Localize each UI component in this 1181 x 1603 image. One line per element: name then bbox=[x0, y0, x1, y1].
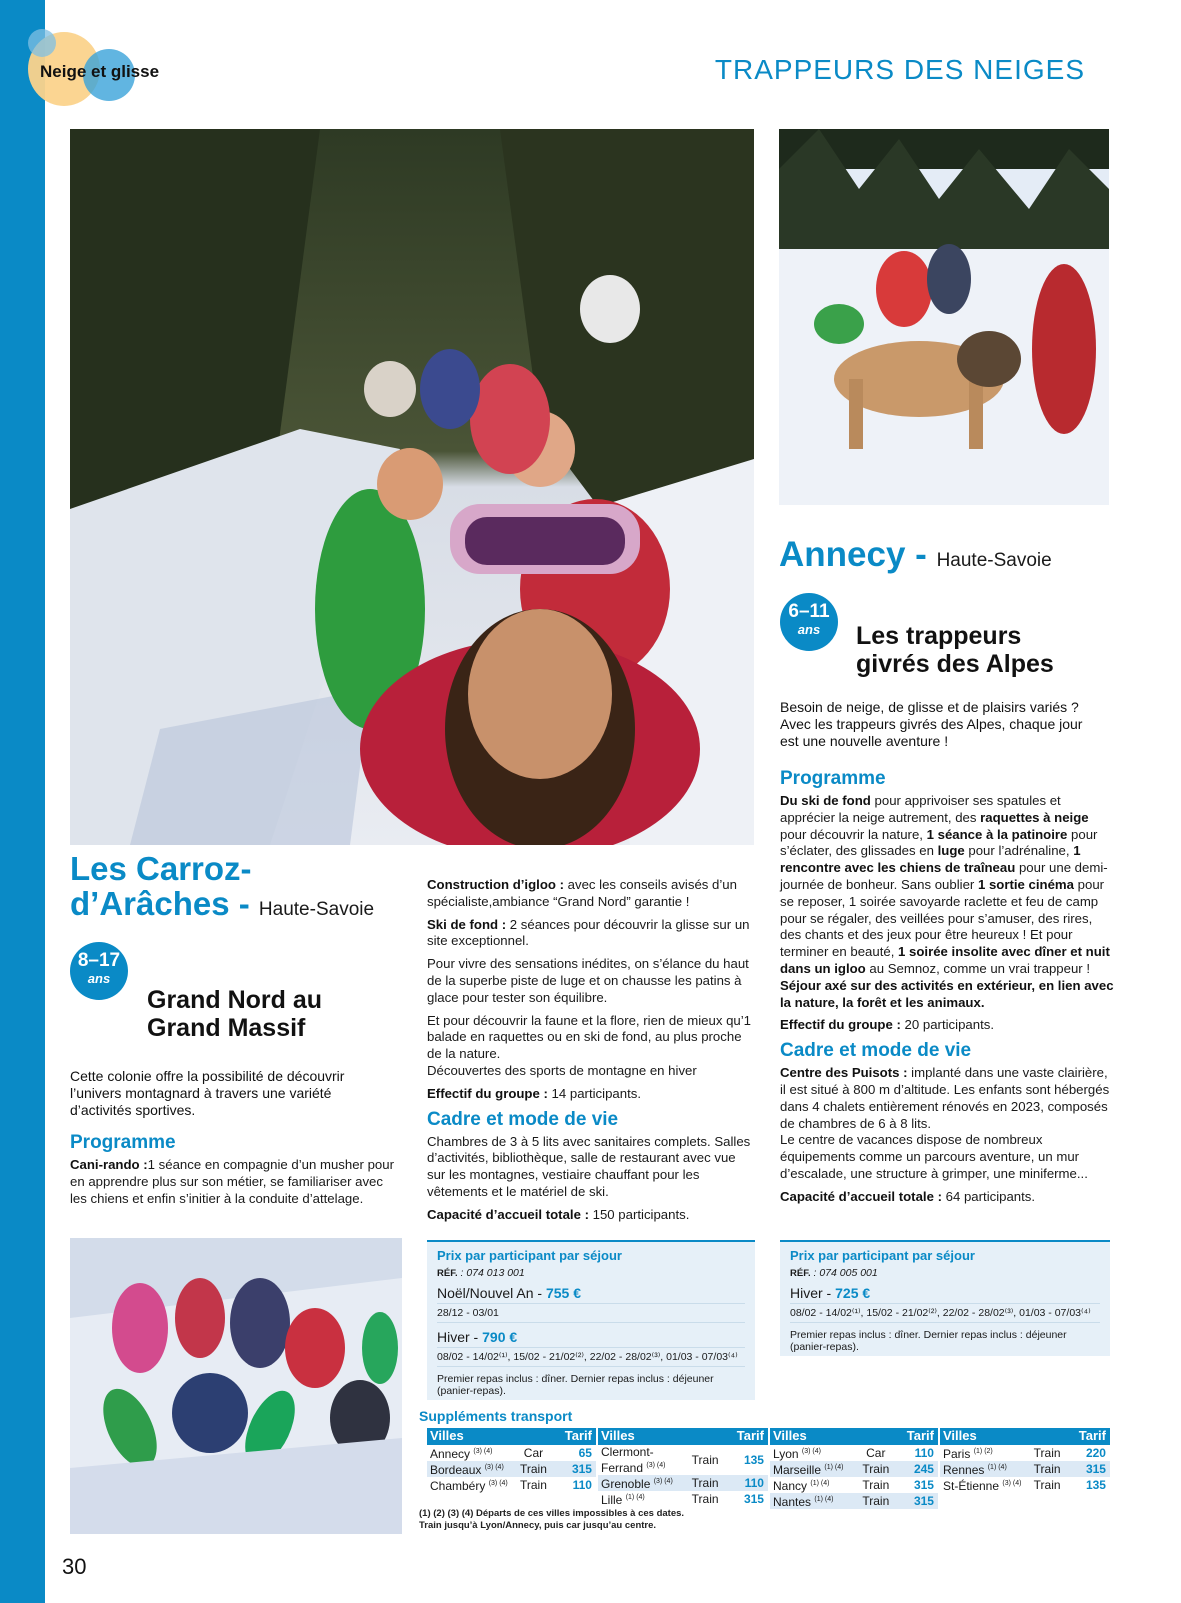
group-size: Effectif du groupe : 14 participants. bbox=[427, 1085, 641, 1101]
cadre-text: Centre des Puisots : implanté dans une vaste clairière, il est situé à 800 m d’altitude. Les enfants sont hébergés dans 4 chalets entièrement rénovés en 2023, composés de chambres de 6 à 8 lits. bbox=[780, 1065, 1110, 1131]
programme-emphasis: Séjour axé sur des activités en extérieur, en lien avec la nature, la forêt et les animaux. bbox=[780, 977, 1114, 1010]
footnote: Train jusqu’à Lyon/Annecy, puis car jusqu’au centre. bbox=[419, 1520, 657, 1531]
photo-children-snow-forest bbox=[70, 129, 754, 845]
decorative-bubble bbox=[28, 29, 56, 57]
section-label: Neige et glisse bbox=[40, 62, 160, 81]
transport-tarif: 220 bbox=[1085, 1446, 1106, 1460]
transport-footnotes bbox=[419, 1508, 684, 1532]
period-dates: 08/02 - 14/02⁽¹⁾, 15/02 - 21/02⁽²⁾, 22/02 - 28/02⁽³⁾, 01/03 - 07/03⁽⁴⁾ bbox=[437, 1348, 745, 1367]
city-name: Marseille $^{(1) (4)}$ bbox=[773, 1463, 844, 1477]
transport-row bbox=[770, 1493, 938, 1509]
city-footnote-refs: (3) (4) bbox=[484, 1464, 504, 1471]
transport-tarif: 135 bbox=[1085, 1478, 1106, 1492]
transport-mode: Train bbox=[1033, 1478, 1061, 1492]
city-footnote-refs: (3) (4) bbox=[646, 1461, 666, 1469]
destination-name: Les Carroz- bbox=[70, 850, 252, 887]
programme-heading: Programme bbox=[780, 768, 886, 789]
transport-mode: Train bbox=[691, 1476, 719, 1490]
period-dates: 28/12 - 03/01 bbox=[437, 1304, 745, 1323]
region: Haute-Savoie bbox=[258, 899, 375, 920]
city-footnote-refs: (3) (4) bbox=[653, 1478, 673, 1485]
transport-table-header bbox=[940, 1428, 1110, 1445]
price-box-title: Prix par participant par séjour bbox=[437, 1248, 622, 1263]
transport-tarif: 315 bbox=[913, 1494, 934, 1508]
price-period: Hiver - 725 € bbox=[790, 1285, 1100, 1304]
price-box bbox=[780, 1240, 1110, 1356]
stay-title-line: givrés des Alpes bbox=[856, 650, 1054, 678]
column-header-tarif: Tarif bbox=[564, 1428, 592, 1443]
capacity: Capacité d’accueil totale : 150 participants. bbox=[427, 1206, 690, 1222]
column-header-villes: Villes bbox=[943, 1428, 977, 1443]
column-header-tarif: Tarif bbox=[906, 1428, 934, 1443]
city-name: Rennes $^{(1) (4)}$ bbox=[943, 1463, 1007, 1477]
programme-heading: Programme bbox=[70, 1132, 176, 1153]
city-footnote-refs: (3) (4) bbox=[801, 1448, 821, 1455]
transport-tarif: 110 bbox=[914, 1446, 934, 1460]
transport-mode: Train bbox=[520, 1478, 547, 1492]
programme-paragraph: Et pour découvrir la faune et la flore, rien de mieux qu’1 balade en raquettes ou en ski de fond, au plus proche de la nature. bbox=[427, 1012, 752, 1062]
cadre-heading: Cadre et mode de vie bbox=[780, 1040, 972, 1062]
transport-table-header bbox=[427, 1428, 596, 1445]
price-period: Hiver - 790 € bbox=[437, 1329, 745, 1348]
destination-name-line2: d’Arâches bbox=[70, 885, 230, 922]
transport-mode: Train bbox=[691, 1453, 719, 1467]
city-footnote-refs: (1) (4) bbox=[810, 1480, 830, 1487]
transport-row bbox=[770, 1477, 938, 1493]
transport-tarif: 315 bbox=[1085, 1462, 1106, 1476]
programme-item: Construction d’igloo : avec les conseils avisés d’un spécialiste,ambiance “Grand Nord” garantie ! bbox=[427, 877, 737, 909]
age-range: 6–11 bbox=[788, 601, 830, 622]
meal-note: Premier repas inclus : dîner. Dernier repas inclus : déjeuner (panier-repas). bbox=[437, 1373, 714, 1397]
column-header-villes: Villes bbox=[430, 1428, 464, 1443]
photo-sled-dog bbox=[779, 129, 1109, 505]
transport-mode: Train bbox=[1033, 1462, 1061, 1476]
city-name: Paris $^{(1) (2)}$ bbox=[943, 1447, 993, 1461]
photo-children-snowshoes bbox=[70, 1238, 402, 1534]
transport-row bbox=[427, 1445, 596, 1461]
footnote: (1) (2) (3) (4) Départs de ces villes impossibles à ces dates. bbox=[419, 1508, 685, 1519]
transport-mode: Car bbox=[866, 1446, 886, 1460]
destination-dash: - bbox=[915, 535, 927, 574]
city-footnote-refs: (3) (4) bbox=[488, 1480, 508, 1487]
stay-title bbox=[856, 622, 1054, 678]
column-header-villes: Villes bbox=[773, 1428, 807, 1443]
city-name: St-Étienne $^{(3) (4)}$ bbox=[943, 1479, 1022, 1493]
transport-table-header bbox=[770, 1428, 938, 1445]
price-box-title: Prix par participant par séjour bbox=[790, 1248, 975, 1263]
city-name: Lille $^{(1) (4)}$ bbox=[601, 1493, 645, 1507]
city-name: Annecy $^{(3) (4)}$ bbox=[430, 1447, 493, 1461]
city-name: Lyon $^{(3) (4)}$ bbox=[773, 1447, 821, 1461]
cadre-heading: Cadre et mode de vie bbox=[427, 1108, 619, 1130]
stay-intro: Cette colonie offre la possibilité de découvrir l’univers montagnard à travers une variété d’activités sportives. bbox=[70, 1068, 345, 1118]
right-programme-block bbox=[780, 762, 1115, 1212]
transport-row bbox=[940, 1477, 1110, 1493]
transport-table-header bbox=[598, 1428, 768, 1445]
city-name: Nancy $^{(1) (4)}$ bbox=[773, 1479, 830, 1493]
transport-mode: Train bbox=[862, 1478, 890, 1492]
transport-tarif: 65 bbox=[578, 1446, 592, 1460]
city-footnote-refs: (1) (4) bbox=[814, 1496, 834, 1503]
price-value: 725 € bbox=[835, 1285, 871, 1301]
transport-tarif: 135 bbox=[743, 1453, 764, 1467]
side-color-bar bbox=[0, 0, 45, 1603]
destination-dash: - bbox=[238, 885, 250, 922]
city-footnote-refs: (3) (4) bbox=[473, 1448, 493, 1455]
stay-title-line: Les trappeurs bbox=[856, 622, 1022, 650]
meal-note: Premier repas inclus : dîner. Dernier repas inclus : déjeuner (panier-repas). bbox=[790, 1329, 1067, 1353]
city-footnote-refs: (1) (4) bbox=[824, 1464, 844, 1471]
price-period: Noël/Nouvel An - 755 € bbox=[437, 1285, 745, 1304]
city-footnote-refs: (1) (2) bbox=[973, 1448, 993, 1455]
programme-item: Ski de fond : 2 séances pour découvrir la glisse sur un site exceptionnel. bbox=[427, 916, 750, 949]
transport-tarif: 315 bbox=[743, 1492, 764, 1506]
destination-heading bbox=[70, 852, 410, 920]
transport-table bbox=[427, 1428, 596, 1493]
city-name: Grenoble $^{(3) (4)}$ bbox=[601, 1477, 673, 1491]
capacity: Capacité d’accueil totale : 64 participants. bbox=[780, 1188, 1036, 1204]
reference: RÉF. : 074 005 001 bbox=[790, 1267, 878, 1279]
region: Haute-Savoie bbox=[936, 550, 1052, 571]
city-footnote-refs: (1) (4) bbox=[987, 1464, 1007, 1471]
transport-tarif: 110 bbox=[744, 1476, 764, 1490]
transport-tarif: 245 bbox=[913, 1462, 934, 1476]
price-box bbox=[427, 1240, 755, 1400]
transport-row bbox=[770, 1461, 938, 1477]
column-header-tarif: Tarif bbox=[736, 1428, 764, 1443]
stay-intro: Besoin de neige, de glisse et de plaisirs variés ? Avec les trappeurs givrés des Alpes, chaque jour est une nouvelle aventure ! bbox=[780, 699, 1083, 749]
transport-row bbox=[940, 1461, 1110, 1477]
column-header-tarif: Tarif bbox=[1078, 1428, 1106, 1443]
city-footnote-refs: (3) (4) bbox=[1002, 1480, 1022, 1487]
transport-row bbox=[598, 1445, 768, 1475]
age-unit: ans bbox=[797, 622, 821, 637]
stay-title bbox=[147, 986, 322, 1042]
city-name: Nantes $^{(1) (4)}$ bbox=[773, 1495, 834, 1509]
age-unit: ans bbox=[87, 971, 111, 986]
page-title: TRAPPEURS DES NEIGES bbox=[714, 54, 1085, 85]
transport-row bbox=[598, 1475, 768, 1491]
programme-item: Cani-rando :1 séance en compagnie d’un musher pour en apprendre plus sur son métier, se familiariser avec les chiens et enfin s’initier à la conduite d’attelage. bbox=[70, 1157, 394, 1206]
left-programme-continued bbox=[427, 877, 753, 1230]
age-badge bbox=[70, 942, 128, 1000]
transport-heading: Suppléments transport bbox=[419, 1408, 573, 1424]
cadre-text: Chambres de 3 à 5 lits avec sanitaires complets. Salles d’activités, bibliothèque, salle de restaurant avec vue sur les montagnes, vestiaire chauffant pour les vêtements et le matériel de ski. bbox=[427, 1133, 751, 1199]
transport-mode: Car bbox=[523, 1446, 544, 1460]
transport-row bbox=[427, 1477, 596, 1493]
transport-mode: Train bbox=[1033, 1446, 1061, 1460]
transport-table bbox=[940, 1428, 1110, 1493]
city-name: Clermont-Ferrand $^{(3) (4)}$ bbox=[601, 1444, 666, 1475]
city-name: Bordeaux $^{(3) (4)}$ bbox=[430, 1463, 504, 1477]
page-number: 30 bbox=[62, 1554, 87, 1579]
age-range: 8–17 bbox=[77, 950, 121, 971]
stay-title-line: Grand Massif bbox=[147, 1014, 306, 1042]
transport-tarif: 110 bbox=[572, 1478, 592, 1492]
cadre-text: Le centre de vacances dispose de nombreux équipements comme un parcours aventure, un mur d’escalade, une structure à grimper, une miniferme... bbox=[780, 1132, 1088, 1181]
destination-heading bbox=[779, 537, 1052, 572]
programme-paragraph: Pour vivre des sensations inédites, on s’élance du haut de la superbe piste de luge et on chausse les patins à glace pour tester son équilibre. bbox=[427, 956, 749, 1005]
transport-mode: Train bbox=[691, 1492, 719, 1506]
programme-text: Du ski de fond pour apprivoiser ses spatules et apprécier la neige autrement, des raquettes à neige pour découvrir la nature, 1 séance à la patinoire pour s’éclater, des glissades en luge pour l’adrénaline, 1 rencontre avec les chiens de traîneau pour une demi-journée de bonheur. Sans oublier 1 sortie cinéma pour se reposer, 1 soirée savoyarde raclette et feu de camp pour se régaler, des veillées pour s’amuser, des rires, des chants et des jeux pour être heureux ! Et pour terminer en beauté, 1 soirée insolite avec dîner et nuit dans un igloo au Semnoz, comme un vrai trappeur ! bbox=[780, 793, 1110, 976]
transport-table bbox=[770, 1428, 938, 1509]
price-value: 790 € bbox=[482, 1329, 518, 1345]
transport-row bbox=[598, 1491, 768, 1507]
age-badge bbox=[780, 593, 838, 651]
city-footnote-refs: (1) (4) bbox=[625, 1494, 645, 1501]
transport-row bbox=[940, 1445, 1110, 1461]
stay-title-line: Grand Nord au bbox=[147, 986, 323, 1014]
price-value: 755 € bbox=[545, 1285, 581, 1301]
destination-name: Annecy bbox=[779, 535, 906, 574]
city-name: Chambéry $^{(3) (4)}$ bbox=[430, 1479, 508, 1493]
transport-mode: Train bbox=[862, 1494, 890, 1508]
transport-tarif: 315 bbox=[571, 1462, 592, 1476]
transport-mode: Train bbox=[520, 1462, 547, 1476]
left-programme-block bbox=[70, 1126, 400, 1213]
transport-mode: Train bbox=[862, 1462, 890, 1476]
transport-row bbox=[427, 1461, 596, 1477]
programme-paragraph: Découvertes des sports de montagne en hiver bbox=[427, 1062, 697, 1078]
column-header-villes: Villes bbox=[601, 1428, 635, 1443]
group-size: Effectif du groupe : 20 participants. bbox=[780, 1017, 994, 1033]
transport-row bbox=[770, 1445, 938, 1461]
period-dates: 08/02 - 14/02⁽¹⁾, 15/02 - 21/02⁽²⁾, 22/02 - 28/02⁽³⁾, 01/03 - 07/03⁽⁴⁾ bbox=[790, 1304, 1100, 1323]
reference: RÉF. : 074 013 001 bbox=[437, 1267, 525, 1279]
transport-table bbox=[598, 1428, 768, 1507]
transport-tarif: 315 bbox=[913, 1478, 934, 1492]
